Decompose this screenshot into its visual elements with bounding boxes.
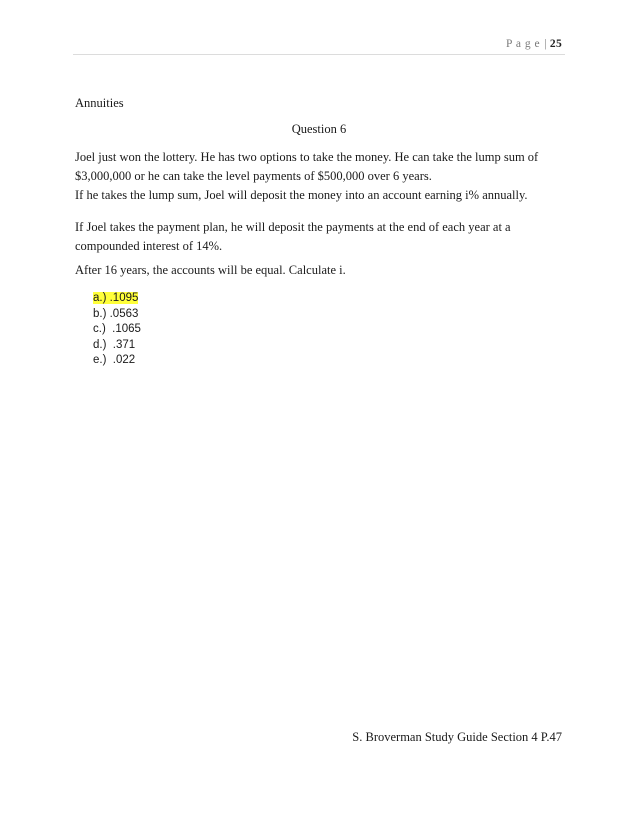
header-rule: [73, 54, 565, 55]
answer-option-e: [93, 353, 141, 369]
page-header: [506, 38, 562, 50]
question-paragraph-3: If Joel takes the payment plan, he will deposit the payments at the end of each year at a compounded interest of 14%.: [75, 220, 511, 253]
answer-option-a: [93, 291, 141, 307]
answer-option-b: [93, 307, 141, 323]
answer-option-label: d.) .371: [93, 338, 136, 351]
answer-option-d: [93, 338, 141, 354]
question-paragraph-2: If he takes the lump sum, Joel will deposit the money into an account earning i% annually.: [75, 188, 528, 202]
page-number: 25: [549, 38, 562, 50]
question-paragraph-4: After 16 years, the accounts will be equal. Calculate i.: [75, 263, 346, 277]
page-label: P a g e: [506, 38, 541, 50]
answer-option-label: c.) .1065: [93, 323, 141, 335]
answer-option-label: b.) .0563: [93, 307, 139, 320]
answer-options: [93, 291, 141, 369]
answer-option-c: [93, 322, 141, 338]
page-separator: |: [544, 38, 547, 50]
question-paragraph-1: Joel just won the lottery. He has two options to take the money. He can take the lump sum of $3,000,000 or he can take the level payments of $500,000 over 6 years.: [75, 150, 539, 183]
section-title: Annuities: [75, 96, 124, 110]
question-title: Question 6: [291, 122, 347, 136]
answer-option-label: a.) .1095: [93, 292, 139, 304]
answer-option-label: e.) .022: [93, 354, 136, 366]
footer-source: S. Broverman Study Guide Section 4 P.47: [352, 730, 562, 744]
